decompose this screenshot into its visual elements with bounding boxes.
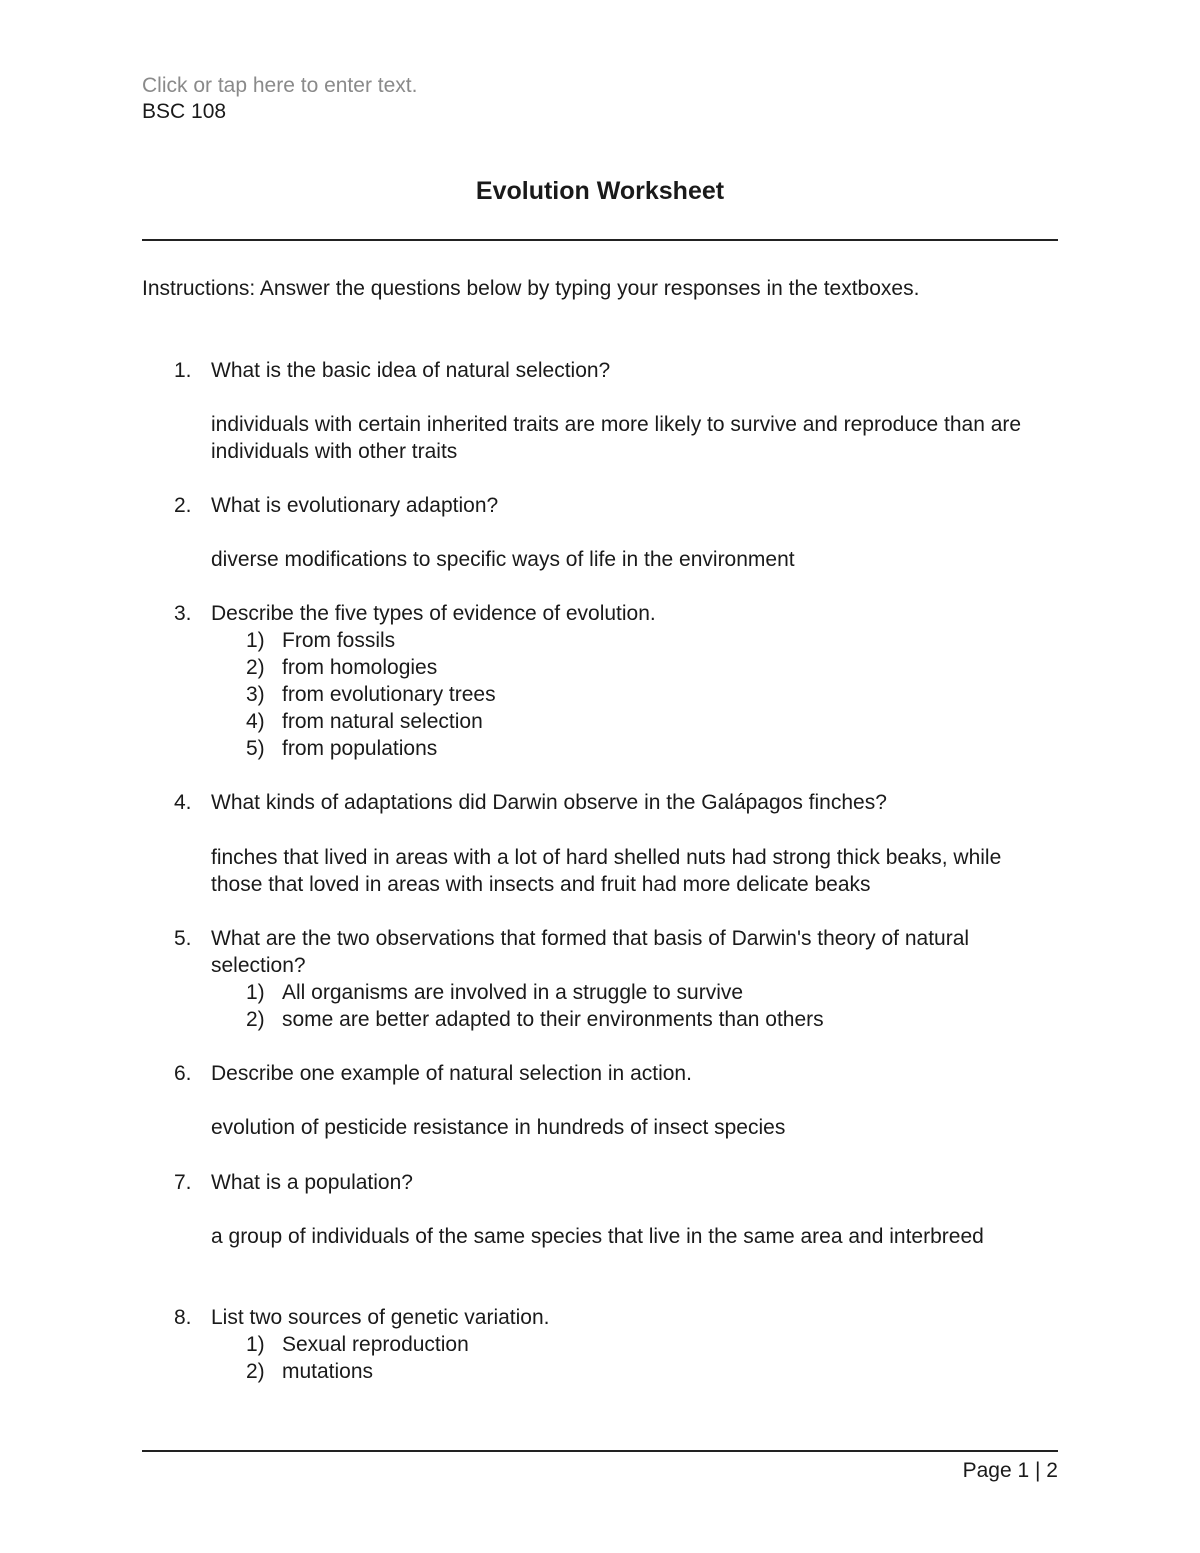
list-item-text: from homologies: [282, 656, 438, 679]
list-item-text: All organisms are involved in a struggle to survive: [282, 981, 744, 1004]
list-item-text: from natural selection: [282, 710, 483, 733]
list-number: 5): [246, 737, 265, 760]
answer-7-textbox[interactable]: a group of individuals of the same species that live in the same area and interbreed: [211, 1225, 984, 1248]
list-item-text: from evolutionary trees: [282, 683, 496, 706]
answer-6-textbox[interactable]: evolution of pesticide resistance in hundreds of insect species: [211, 1116, 786, 1139]
question-text: Describe the five types of evidence of evolution.: [211, 602, 656, 625]
list-number: 1): [246, 981, 265, 1004]
list-number: 2): [246, 656, 265, 679]
list-item-text: Sexual reproduction: [282, 1333, 469, 1356]
course-code: BSC 108: [142, 100, 227, 123]
footer-divider: [142, 1450, 1058, 1452]
question-text: What is evolutionary adaption?: [211, 494, 499, 517]
instructions-text: Instructions: Answer the questions below by typing your responses in the textboxes.: [142, 277, 920, 300]
question-number: 8.: [174, 1306, 192, 1329]
question-text: Describe one example of natural selection in action.: [211, 1062, 692, 1085]
answer-4-textbox[interactable]: finches that lived in areas with a lot of hard shelled nuts had strong thick beaks, while those that loved in areas with insects and fruit had more delicate beaks: [211, 846, 1002, 896]
list-number: 2): [246, 1360, 265, 1383]
list-number: 3): [246, 683, 265, 706]
question-number: 5.: [174, 927, 192, 950]
question-number: 4.: [174, 791, 192, 814]
question-text: List two sources of genetic variation.: [211, 1306, 550, 1329]
list-number: 1): [246, 1333, 265, 1356]
list-number: 1): [246, 629, 265, 652]
title-divider: [142, 239, 1058, 241]
question-number: 1.: [174, 359, 192, 382]
answer-1-textbox[interactable]: individuals with certain inherited traits are more likely to survive and reproduce than are individuals with other traits: [211, 413, 1022, 463]
question-text: What is the basic idea of natural selection?: [211, 359, 611, 382]
list-item-text: from populations: [282, 737, 438, 760]
question-text: What are the two observations that formed that basis of Darwin's theory of natural selection?: [211, 927, 970, 977]
list-item-text: mutations: [282, 1360, 374, 1383]
question-number: 6.: [174, 1062, 192, 1085]
question-number: 2.: [174, 494, 192, 517]
answer-2-textbox[interactable]: diverse modifications to specific ways of life in the environment: [211, 548, 795, 571]
page-number: Page 1 | 2: [962, 1459, 1058, 1482]
list-item-text: From fossils: [282, 629, 396, 652]
page-title: Evolution Worksheet: [475, 177, 725, 205]
list-number: 4): [246, 710, 265, 733]
question-number: 7.: [174, 1171, 192, 1194]
list-item-text: some are better adapted to their environments than others: [282, 1008, 824, 1031]
question-number: 3.: [174, 602, 192, 625]
question-text: What is a population?: [211, 1171, 413, 1194]
question-text: What kinds of adaptations did Darwin observe in the Galápagos finches?: [211, 791, 887, 814]
list-number: 2): [246, 1008, 265, 1031]
name-text-field[interactable]: Click or tap here to enter text.: [142, 74, 418, 97]
